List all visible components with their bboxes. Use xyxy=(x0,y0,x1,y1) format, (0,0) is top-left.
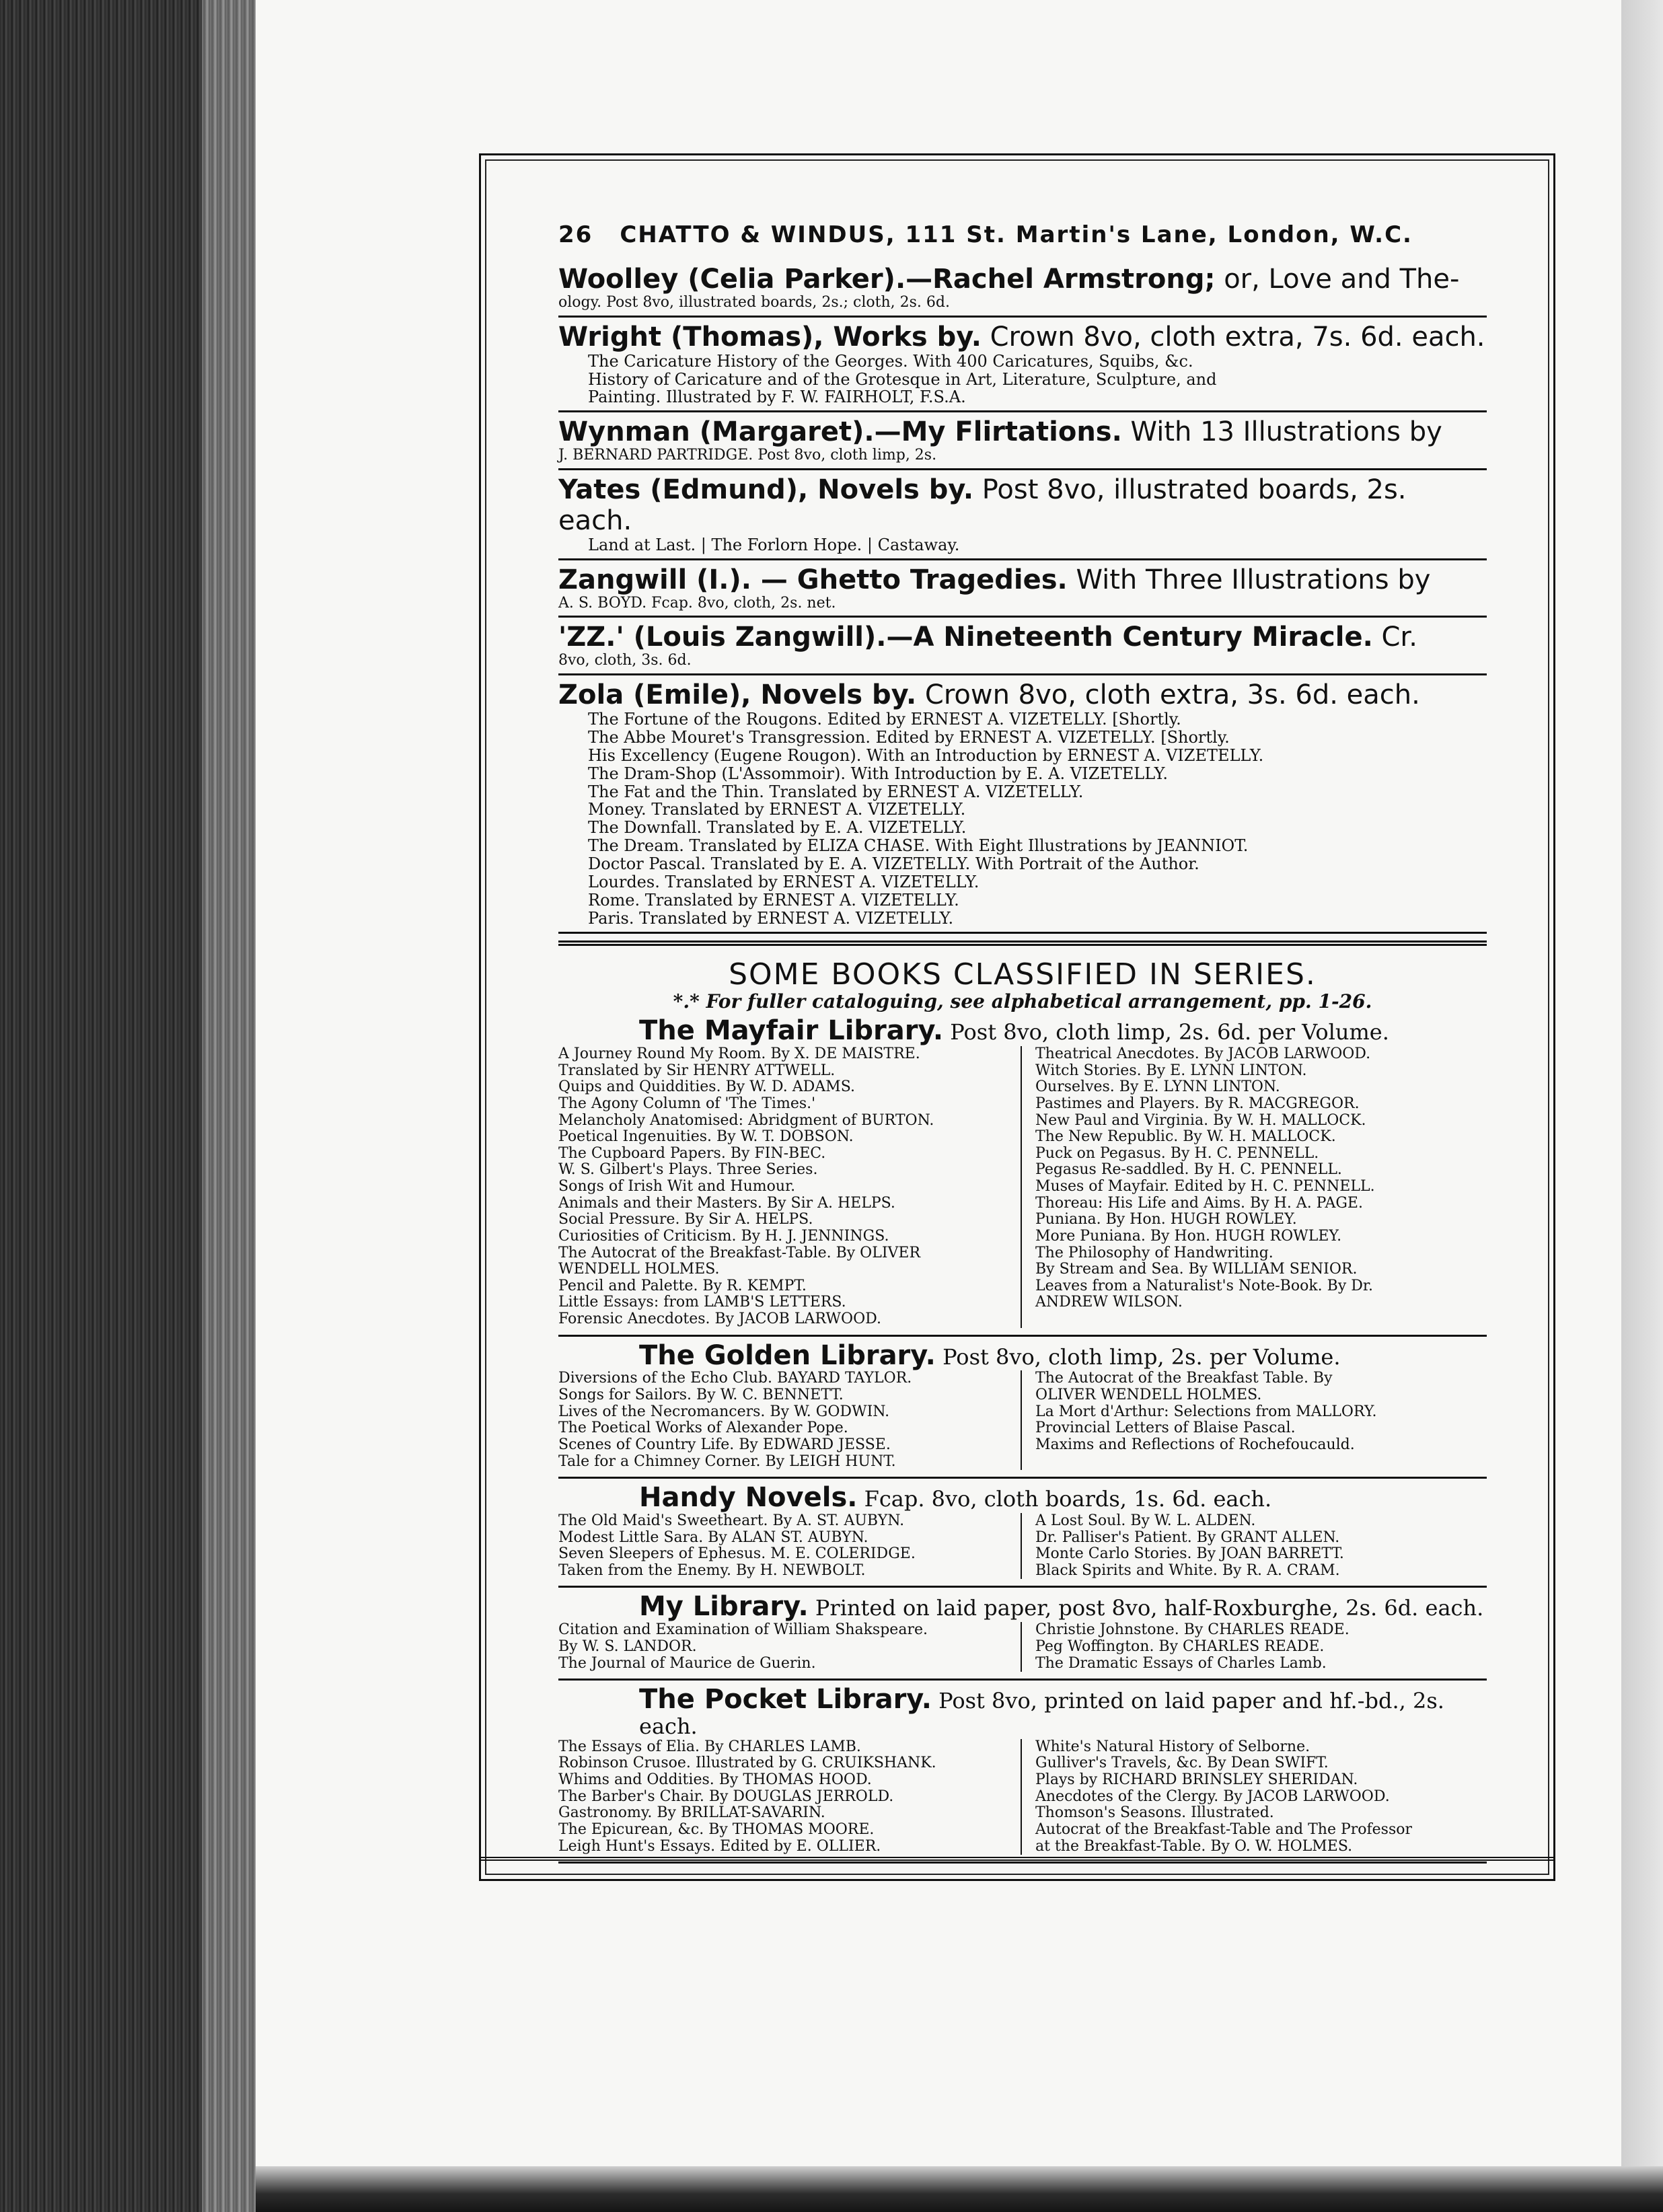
series-book-line: The Old Maid's Sweetheart. By A. ST. AUBYN. xyxy=(558,1512,905,1529)
series-book-line: Seven Sleepers of Ephesus. M. E. COLERIDGE. xyxy=(558,1545,916,1563)
entry-heading xyxy=(558,474,1487,536)
series-book-line: The Autocrat of the Breakfast Table. By xyxy=(1035,1370,1333,1387)
entry-heading-tail: or, Love and The- xyxy=(1215,264,1460,295)
series-book-line: The Autocrat of the Breakfast-Table. By OLIVER xyxy=(558,1244,921,1261)
series-sections xyxy=(558,1012,1487,1864)
entry-book-line: Paris. Translated by ERNEST A. VIZETELLY. xyxy=(588,908,954,928)
series-columns xyxy=(558,1622,1487,1672)
entry-heading-tail: Cr. xyxy=(1372,622,1417,653)
entry-book-line: History of Caricature and of the Grotesque in Art, Literature, Sculpture, and xyxy=(588,369,1217,389)
series-book-line: ANDREW WILSON. xyxy=(1035,1294,1183,1311)
entry-heading-tail: Crown 8vo, cloth extra, 7s. 6d. each. xyxy=(981,321,1485,353)
series-book-line: Anecdotes of the Clergy. By JACOB LARWOOD. xyxy=(1035,1787,1390,1805)
entry-book-line: Rome. Translated by ERNEST A. VIZETELLY. xyxy=(588,890,959,910)
entry-book-line: Lourdes. Translated by ERNEST A. VIZETELLY. xyxy=(588,872,980,891)
series-book-line: More Puniana. By Hon. HUGH ROWLEY. xyxy=(1035,1227,1342,1245)
series-book-line: Pegasus Re-saddled. By H. C. PENNELL. xyxy=(1035,1161,1342,1179)
series-columns xyxy=(558,1513,1487,1580)
series-book-line: A Lost Soul. By W. L. ALDEN. xyxy=(1035,1512,1256,1529)
series-book-line: The Epicurean, &c. By THOMAS MOORE. xyxy=(558,1820,875,1838)
series-book-line: Modest Little Sara. By ALAN ST. AUBYN. xyxy=(558,1528,869,1546)
page-number: 26 xyxy=(558,221,593,248)
series-book-line: Translated by Sir HENRY ATTWELL. xyxy=(558,1062,836,1079)
series-section xyxy=(558,1479,1487,1588)
series-book-line: The Philosophy of Handwriting. xyxy=(1035,1244,1273,1261)
entry-heading-tail: Crown 8vo, cloth extra, 3s. 6d. each. xyxy=(916,679,1420,711)
series-book-line: The Journal of Maurice de Guerin. xyxy=(558,1654,816,1672)
series-book-line: Melancholy Anatomised: Abridgment of BURTON. xyxy=(558,1111,934,1129)
series-book-line: Songs for Sailors. By W. C. BENNETT. xyxy=(558,1387,844,1404)
series-book-line: Peg Woffington. By CHARLES READE. xyxy=(1035,1637,1325,1655)
series-right-column xyxy=(1022,1739,1487,1855)
entry-heading xyxy=(558,622,1487,653)
series-book-line: Curiosities of Criticism. By H. J. JENNINGS. xyxy=(558,1227,889,1245)
series-book-line: Leaves from a Naturalist's Note-Book. By Dr. xyxy=(1035,1277,1373,1294)
page-content xyxy=(558,222,1487,1864)
series-heading xyxy=(639,1483,1487,1513)
series-left-column xyxy=(558,1513,1022,1580)
entry-book-line: The Caricature History of the Georges. With 400 Caricatures, Squibs, &c. xyxy=(588,351,1193,371)
series-book-line: Dr. Palliser's Patient. By GRANT ALLEN. xyxy=(1035,1528,1340,1546)
series-description: Printed on laid paper, post 8vo, half-Roxburghe, 2s. 6d. each. xyxy=(808,1595,1484,1621)
entry-author-title: 'ZZ.' (Louis Zangwill).—A Nineteenth Century Miracle. xyxy=(558,622,1373,653)
series-book-line: White's Natural History of Selborne. xyxy=(1035,1738,1310,1755)
series-book-line: Provincial Letters of Blaise Pascal. xyxy=(1035,1420,1296,1437)
series-book-line: Black Spirits and White. By R. A. CRAM. xyxy=(1035,1561,1340,1579)
series-book-line: The Agony Column of 'The Times.' xyxy=(558,1095,816,1112)
series-book-line: Ourselves. By E. LYNN LINTON. xyxy=(1035,1078,1280,1096)
entry-author-title: Zangwill (I.). — Ghetto Tragedies. xyxy=(558,564,1068,595)
series-book-line: Theatrical Anecdotes. By JACOB LARWOOD. xyxy=(1035,1045,1371,1062)
entry-book-line: The Downfall. Translated by E. A. VIZETELLY. xyxy=(588,818,967,838)
series-book-line: Christie Johnstone. By CHARLES READE. xyxy=(1035,1621,1350,1639)
entry-note: 8vo, cloth, 3s. 6d. xyxy=(558,652,692,669)
entry-book-line: Money. Translated by ERNEST A. VIZETELLY. xyxy=(588,800,966,819)
series-book-line: Maxims and Reflections of Rochefoucauld. xyxy=(1035,1436,1355,1453)
series-heading xyxy=(639,1016,1487,1046)
series-book-line: Thomson's Seasons. Illustrated. xyxy=(1035,1804,1274,1822)
author-entry xyxy=(558,318,1487,413)
entry-note: J. BERNARD PARTRIDGE. Post 8vo, cloth limp, 2s. xyxy=(558,447,937,464)
entry-author-title: Woolley (Celia Parker).—Rachel Armstrong; xyxy=(558,264,1216,295)
entry-book-line: The Abbe Mouret's Transgression. Edited by ERNEST A. VIZETELLY. [Shortly. xyxy=(588,727,1230,747)
series-book-line: W. S. Gilbert's Plays. Three Series. xyxy=(558,1161,818,1179)
frame-bottom-rule xyxy=(479,1857,1555,1861)
double-rule xyxy=(558,941,1487,946)
series-book-line: The Poetical Works of Alexander Pope. xyxy=(558,1420,848,1437)
series-book-line: Poetical Ingenuities. By W. T. DOBSON. xyxy=(558,1128,854,1146)
series-left-column xyxy=(558,1370,1022,1470)
series-book-line: The Dramatic Essays of Charles Lamb. xyxy=(1035,1654,1327,1672)
series-name: My Library. xyxy=(639,1591,809,1623)
author-entry xyxy=(558,618,1487,675)
author-entry xyxy=(558,675,1487,934)
series-book-line: Tale for a Chimney Corner. By LEIGH HUNT. xyxy=(558,1452,896,1470)
series-book-line: The New Republic. By W. H. MALLOCK. xyxy=(1035,1128,1336,1146)
series-book-line: New Paul and Virginia. By W. H. MALLOCK. xyxy=(1035,1111,1366,1129)
series-book-line: Songs of Irish Wit and Humour. xyxy=(558,1178,796,1195)
series-description: Post 8vo, cloth limp, 2s. per Volume. xyxy=(935,1343,1341,1370)
author-entry xyxy=(558,412,1487,470)
series-section xyxy=(558,1588,1487,1681)
author-entry xyxy=(558,470,1487,560)
entry-book-line: His Excellency (Eugene Rougon). With an Introduction by ERNEST A. VIZETELLY. xyxy=(588,745,1264,765)
series-book-line: Puniana. By Hon. HUGH ROWLEY. xyxy=(1035,1211,1297,1228)
series-book-line: Plays by RICHARD BRINSLEY SHERIDAN. xyxy=(1035,1771,1358,1789)
entry-heading xyxy=(558,322,1487,353)
entry-heading xyxy=(558,564,1487,595)
entry-author-title: Zola (Emile), Novels by. xyxy=(558,679,917,711)
series-book-line: Witch Stories. By E. LYNN LINTON. xyxy=(1035,1062,1307,1079)
series-book-line: Little Essays: from LAMB'S LETTERS. xyxy=(558,1294,846,1311)
series-right-column xyxy=(1022,1513,1487,1580)
series-heading xyxy=(639,1685,1487,1739)
series-book-line: By Stream and Sea. By WILLIAM SENIOR. xyxy=(1035,1261,1358,1278)
series-heading xyxy=(639,1341,1487,1371)
series-book-line: Social Pressure. By Sir A. HELPS. xyxy=(558,1211,813,1228)
series-book-line: at the Breakfast-Table. By O. W. HOLMES. xyxy=(1035,1837,1353,1855)
series-book-line: The Cupboard Papers. By FIN-BEC. xyxy=(558,1144,826,1162)
entry-book-line: The Dream. Translated by ELIZA CHASE. With Eight Illustrations by JEANNIOT. xyxy=(588,836,1249,856)
series-book-line: The Essays of Elia. By CHARLES LAMB. xyxy=(558,1738,861,1755)
series-columns xyxy=(558,1370,1487,1470)
series-book-line: Quips and Quiddities. By W. D. ADAMS. xyxy=(558,1078,855,1096)
page-bottom-shadow xyxy=(256,2166,1663,2212)
entry-note: ology. Post 8vo, illustrated boards, 2s.; cloth, 2s. 6d. xyxy=(558,294,950,311)
series-heading xyxy=(639,1592,1487,1622)
series-book-line: La Mort d'Arthur: Selections from MALLORY. xyxy=(1035,1403,1377,1420)
series-book-line: WENDELL HOLMES. xyxy=(558,1261,720,1278)
entry-heading-tail: With 13 Illustrations by xyxy=(1121,416,1442,448)
series-book-line: Whims and Oddities. By THOMAS HOOD. xyxy=(558,1771,872,1789)
series-name: The Golden Library. xyxy=(639,1339,936,1371)
series-note: *.* For fuller cataloguing, see alphabetical arrangement, pp. 1-26. xyxy=(673,990,1372,1012)
entry-author-title: Wynman (Margaret).—My Flirtations. xyxy=(558,416,1122,448)
series-book-line: Leigh Hunt's Essays. Edited by E. OLLIER. xyxy=(558,1837,881,1855)
entry-note: A. S. BOYD. Fcap. 8vo, cloth, 2s. net. xyxy=(558,594,836,612)
series-name: The Mayfair Library. xyxy=(639,1015,944,1047)
series-book-line: A Journey Round My Room. By X. DE MAISTRE. xyxy=(558,1045,920,1062)
series-book-line: Pastimes and Players. By R. MACGREGOR. xyxy=(1035,1095,1360,1112)
series-right-column xyxy=(1022,1370,1487,1470)
entry-author-title: Yates (Edmund), Novels by. xyxy=(558,474,974,505)
series-left-column xyxy=(558,1739,1022,1855)
series-section xyxy=(558,1012,1487,1336)
running-head xyxy=(558,222,1487,248)
series-book-line: Citation and Examination of William Shakspeare. xyxy=(558,1621,928,1639)
series-book-line: Thoreau: His Life and Aims. By H. A. PAGE. xyxy=(1035,1194,1363,1212)
entry-heading-tail: Post 8vo, illustrated boards, 2s. each. xyxy=(558,474,1407,536)
series-columns xyxy=(558,1046,1487,1328)
series-book-line: Scenes of Country Life. By EDWARD JESSE. xyxy=(558,1436,891,1453)
series-name: Handy Novels. xyxy=(639,1482,858,1514)
series-section xyxy=(558,1681,1487,1864)
entry-book-line: The Fortune of the Rougons. Edited by ERNEST A. VIZETELLY. [Shortly. xyxy=(588,710,1181,729)
series-book-line: Taken from the Enemy. By H. NEWBOLT. xyxy=(558,1561,866,1579)
series-right-column xyxy=(1022,1046,1487,1328)
series-description: Fcap. 8vo, cloth boards, 1s. 6d. each. xyxy=(857,1486,1272,1512)
series-description: Post 8vo, printed on laid paper and hf.-bd., 2s. each. xyxy=(639,1688,1444,1739)
series-book-line: Gulliver's Travels, &c. By Dean SWIFT. xyxy=(1035,1755,1329,1772)
author-entry xyxy=(558,560,1487,618)
series-book-line: Muses of Mayfair. Edited by H. C. PENNELL. xyxy=(1035,1178,1375,1195)
series-book-line: OLIVER WENDELL HOLMES. xyxy=(1035,1387,1262,1404)
series-book-line: Robinson Crusoe. Illustrated by G. CRUIKSHANK. xyxy=(558,1755,936,1772)
series-book-line: Monte Carlo Stories. By JOAN BARRETT. xyxy=(1035,1545,1344,1563)
series-title: SOME BOOKS CLASSIFIED IN SERIES. xyxy=(729,957,1317,992)
entry-book-line: The Fat and the Thin. Translated by ERNEST A. VIZETELLY. xyxy=(588,782,1084,801)
series-book-line: The Barber's Chair. By DOUGLAS JERROLD. xyxy=(558,1787,894,1805)
entry-heading xyxy=(558,679,1487,710)
series-right-column xyxy=(1022,1622,1487,1672)
series-section xyxy=(558,1337,1487,1479)
series-columns xyxy=(558,1739,1487,1855)
series-book-line: Animals and their Masters. By Sir A. HELPS. xyxy=(558,1194,895,1212)
series-left-column xyxy=(558,1622,1022,1672)
publisher-line: CHATTO & WINDUS, 111 St. Martin's Lane, London, W.C. xyxy=(620,221,1413,248)
entry-author-title: Wright (Thomas), Works by. xyxy=(558,321,982,353)
book-page-edges-highlight xyxy=(202,0,256,2212)
series-book-line: Gastronomy. By BRILLAT-SAVARIN. xyxy=(558,1804,825,1822)
entry-book-line: Land at Last. | The Forlorn Hope. | Castaway. xyxy=(588,535,960,554)
author-entries xyxy=(558,260,1487,934)
entry-book-line: The Dram-Shop (L'Assommoir). With Introduction by E. A. VIZETELLY. xyxy=(588,764,1169,783)
series-name: The Pocket Library. xyxy=(639,1684,932,1716)
entry-book-line: Doctor Pascal. Translated by E. A. VIZETELLY. With Portrait of the Author. xyxy=(588,854,1199,874)
series-book-line: By W. S. LANDOR. xyxy=(558,1637,697,1655)
entry-heading xyxy=(558,416,1487,447)
entry-heading-tail: With Three Illustrations by xyxy=(1067,564,1431,595)
series-book-line: Lives of the Necromancers. By W. GODWIN. xyxy=(558,1403,890,1420)
series-book-line: Puck on Pegasus. By H. C. PENNELL. xyxy=(1035,1144,1319,1162)
entry-book-line: Painting. Illustrated by F. W. FAIRHOLT, F.S.A. xyxy=(588,388,966,407)
series-book-line: Diversions of the Echo Club. BAYARD TAYLOR. xyxy=(558,1370,912,1387)
series-left-column xyxy=(558,1046,1022,1328)
entry-heading xyxy=(558,264,1487,295)
series-description: Post 8vo, cloth limp, 2s. 6d. per Volume. xyxy=(943,1019,1389,1045)
series-book-line: Forensic Anecdotes. By JACOB LARWOOD. xyxy=(558,1311,881,1327)
page-right-shadow xyxy=(1621,0,1663,2212)
author-entry xyxy=(558,260,1487,318)
series-book-line: Pencil and Palette. By R. KEMPT. xyxy=(558,1277,807,1294)
series-book-line: Autocrat of the Breakfast-Table and The Professor xyxy=(1035,1820,1413,1838)
